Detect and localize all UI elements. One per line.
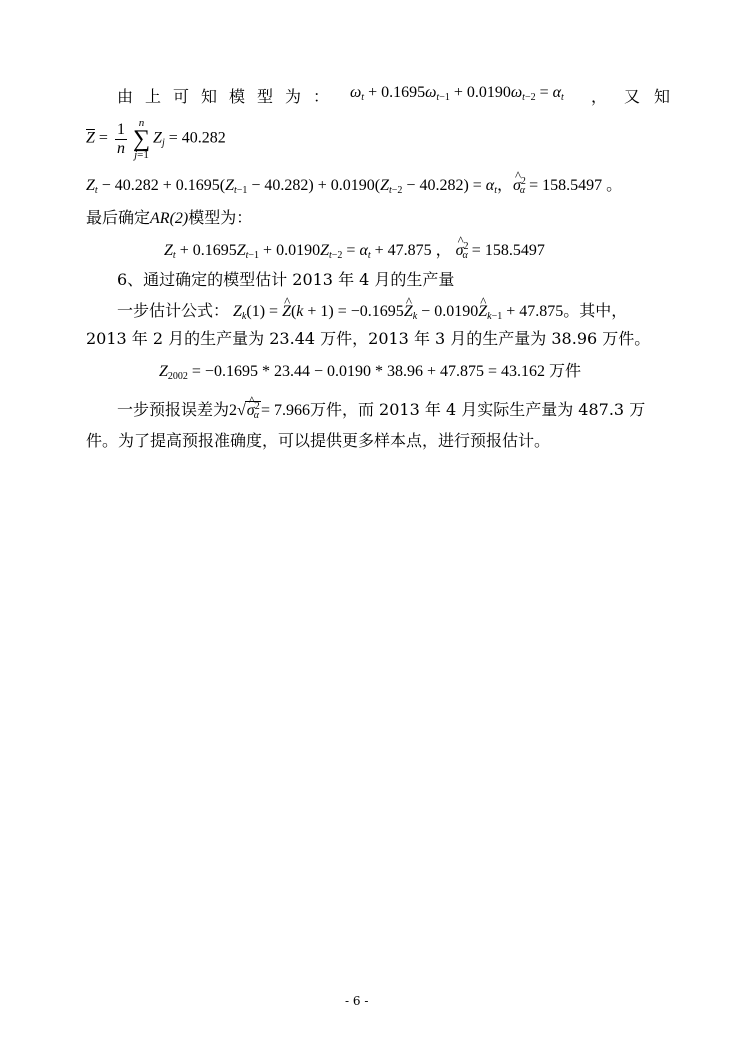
conclusion: 件。为了提高预报准确度，可以提供更多样本点，进行预报估计。: [86, 431, 551, 450]
data-sentence: 2013 年 2 月的生产量为 23.44 万件，2013 年 3 月的生产量为 38.96 万件。: [86, 329, 651, 348]
comma: ，: [591, 87, 608, 106]
mean-formula: $\overline{Z}$ = $\frac{1}{n}$ n ∑ $j=1Z_j = 40.282$: [86, 117, 226, 161]
model-name: AR(2): [150, 210, 189, 227]
calc-unit: 万件: [549, 361, 582, 380]
final-prefix: 最后确定: [86, 208, 151, 227]
step-formula: $Z_k(1)$ = ^ Z(k + 1) = −0.1695^ $Z_k$ − 0.0190^ $Z_{k-1} + 47.875$: [229, 303, 563, 320]
intro-line: [117, 84, 341, 107]
intro-lead: 由上可知模型为：: [117, 87, 342, 106]
error-value: = 7.966: [260, 402, 310, 419]
final-model-label: [86, 205, 252, 228]
error-mid: 万件，而 2013 年 4 月实际生产量为 487.3 万: [309, 400, 646, 419]
page-number: - 6 -: [345, 994, 369, 1008]
step-formula-tail: 。其中，: [563, 301, 628, 320]
error-line: [117, 397, 645, 420]
final-model-equation: $Z_t + 0.1695Z_{t-1} + 0.0190Z_{t-2} = \alpha_t + 47.875$ ， ^ $\sigma^2_\alpha = 158.5497$: [164, 237, 545, 260]
step-formula-prefix: 一步估计公式：: [117, 301, 230, 320]
full-model-equation: $Z_t - 40.282 + 0.1695(Z_{t-1} - 40.282) + 0.0190(Z_{t-2} - 40.282) = \alpha_t$，^ $\sigma^2_\alpha = 158.5497$ 。: [86, 172, 622, 195]
error-prefix: 一步预报误差为: [117, 400, 230, 419]
final-suffix: 模型为：: [188, 208, 253, 227]
error-formula: 2√^ $\sigma^2_\alpha$: [229, 402, 261, 419]
intro-tail: 又知: [624, 87, 685, 106]
model-equation: $\omega_t + 0.1695\omega_{t-1} + 0.0190\omega_{t-2} = \alpha_t$: [350, 84, 564, 103]
calculation: $Z_{2002} = -0.1695 * 23.44 - 0.0190 * 38.96 + 47.875 = 43.162$ 万件: [159, 361, 582, 382]
step-formula-line: [117, 298, 627, 321]
section-heading: 6、通过确定的模型估计 2013 年 4 月的生产量: [117, 270, 455, 289]
